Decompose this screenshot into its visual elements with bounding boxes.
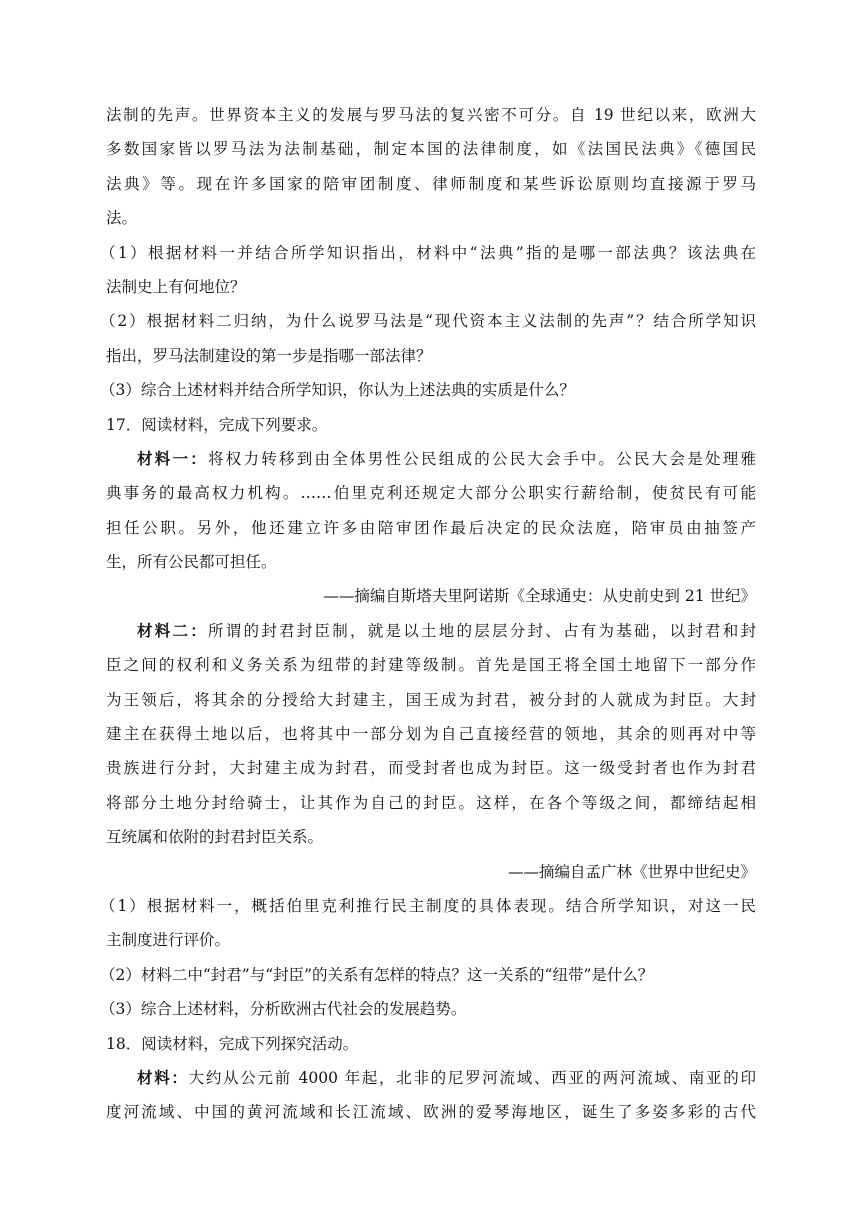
q16-sub1-line: （1）根据材料一并结合所学知识指出，材料中“法典”指的是哪一部法典？该法典在 — [100, 243, 756, 262]
question-17 — [100, 408, 756, 1027]
q18-heading: 18．阅读材料，完成下列探究活动。 — [106, 1034, 359, 1053]
text-line: 互统属和依附的封君封臣关系。 — [106, 828, 324, 847]
q16-sub2-line: 指出，罗马法制建设的第一步是指哪一部法律？ — [106, 346, 432, 365]
q17-material-2 — [106, 614, 756, 889]
material-label: 材料： — [137, 1067, 189, 1087]
text-line: 法制的先声。世界资本主义的发展与罗马法的复兴密不可分。自 19 世纪以来，欧洲大 — [106, 106, 756, 124]
q17-material-1 — [106, 442, 756, 614]
q17-heading: 17．阅读材料，完成下列要求。 — [106, 415, 328, 434]
material-source: ——摘编自孟广林《世界中世纪史》 — [507, 862, 756, 881]
text-line: 度河流域、中国的黄河流域和长江流域、欧洲的爱琴海地区，诞生了多姿多彩的古代 — [106, 1103, 756, 1122]
exam-page — [100, 98, 756, 1130]
material-label: 材料一： — [137, 448, 208, 468]
text-line: 担任公职。另外，他还建立许多由陪审团作最后决定的民众法庭，陪审员由抽签产 — [106, 518, 756, 537]
material-text: 大约从公元前 4000 年起，北非的尼罗河流域、西亚的两河流域、南亚的印 — [188, 1068, 756, 1087]
q16-sub1-line: 法制史上有何地位？ — [106, 277, 246, 296]
q17-sub1-line: （1）根据材料一，概括伯里克利推行民主制度的具体表现。结合所学知识，对这一民 — [100, 896, 756, 915]
q17-sub2-line: （2）材料二中“封君”与“封臣”的关系有怎样的特点？这一关系的“纽带”是什么？ — [100, 965, 654, 984]
q16-sub3-line: （3）综合上述材料并结合所学知识，你认为上述法典的实质是什么？ — [100, 381, 575, 400]
q17-sub3-line: （3）综合上述材料，分析欧洲古代社会的发展趋势。 — [100, 1000, 467, 1019]
q16-sub2-line: （2）根据材料二归纳，为什么说罗马法是“现代资本主义法制的先声”？结合所学知识 — [100, 312, 756, 331]
material-text: 将权力转移到由全体男性公民组成的公民大会手中。公民大会是处理雅 — [208, 449, 756, 468]
intro-paragraph — [106, 98, 756, 236]
text-line: 典事务的最高权力机构。……伯里克利还规定大部分公职实行薪给制，使贫民有可能 — [106, 484, 756, 503]
text-line: 法。 — [106, 209, 138, 228]
material-source: ——摘编自斯塔夫里阿诺斯《全球通史：从史前史到 21 世纪》 — [323, 587, 756, 606]
text-line: 贵族进行分封，大封建主成为封君，而受封者也成为封臣。这一级受封者也作为封君 — [106, 759, 756, 778]
material-label: 材料二： — [137, 620, 208, 640]
text-line: 多数国家皆以罗马法为法制基础，制定本国的法律制度，如《法国民法典》《德国民 — [106, 140, 756, 159]
text-line: 生，所有公民都可担任。 — [106, 553, 277, 572]
material-text: 所谓的封君封臣制，就是以土地的层层分封、占有为基础，以封君和封 — [208, 621, 756, 640]
text-line: 建主在获得土地以后，也将其中一部分划为自己直接经营的领地，其余的则再对中等 — [106, 725, 756, 744]
text-line — [106, 442, 756, 476]
q16-subquestions — [100, 236, 756, 408]
text-line: 法典》等。现在许多国家的陪审团制度、律师制度和某些诉讼原则均直接源于罗马 — [106, 174, 756, 193]
text-line — [106, 1061, 756, 1095]
question-18 — [106, 1027, 756, 1130]
text-line: 臣之间的权利和义务关系为纽带的封建等级制。首先是国王将全国土地留下一部分作 — [106, 656, 756, 675]
text-line: 将部分土地分封给骑士，让其作为自己的封臣。这样，在各个等级之间，都缔结起相 — [106, 793, 756, 812]
q17-sub1-line: 主制度进行评价。 — [106, 931, 231, 950]
text-line: 为王领后，将其余的分授给大封建主，国王成为封君，被分封的人就成为封臣。大封 — [106, 690, 756, 709]
text-line — [106, 614, 756, 648]
